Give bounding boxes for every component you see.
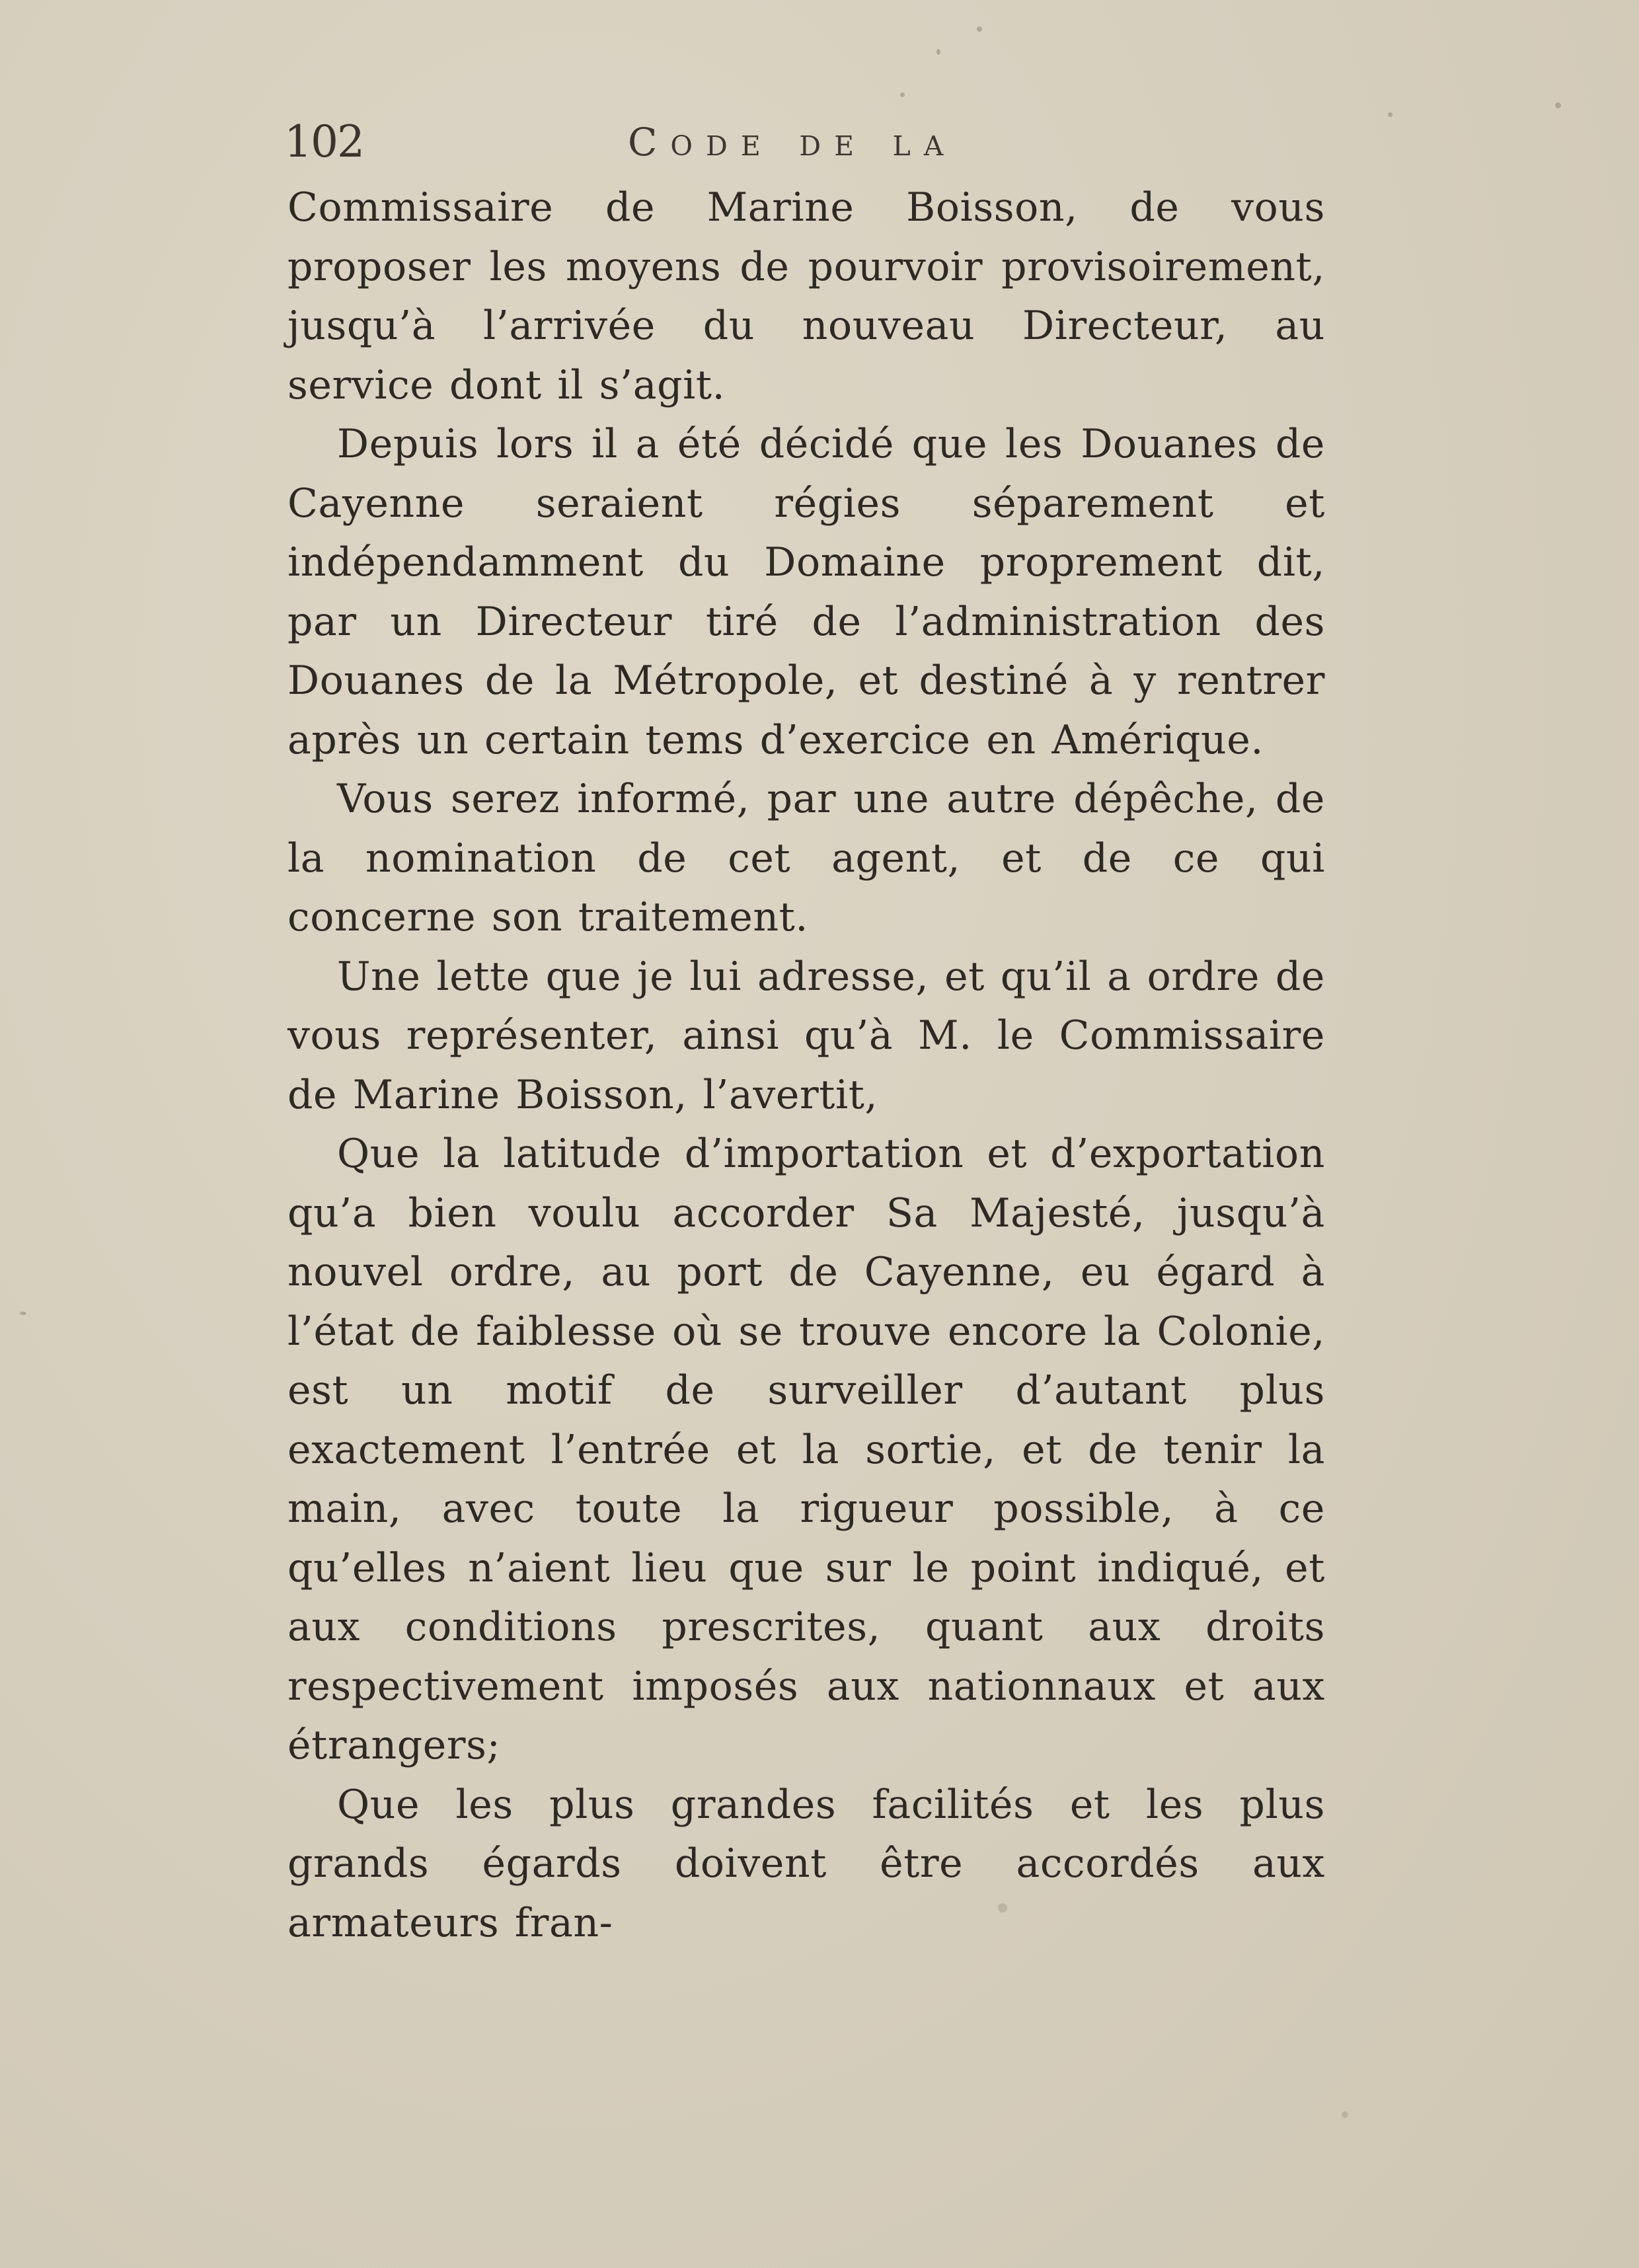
paper-speck — [936, 49, 940, 55]
paper-speck — [1342, 2111, 1348, 2118]
paragraph: Commissaire de Marine Boisson, de vous proposer les moyens de pourvoir provisoirement, jusqu’à l’arrivée du nouveau Directeur, au service dont il s’agit. — [287, 184, 1325, 408]
running-title: Code de la — [628, 120, 957, 165]
paper-speck — [1388, 112, 1392, 117]
paragraph: Une lette que je lui adresse, et qu’il a ordre de vous représenter, ainsi qu’à M. le Commissaire de Marine Boisson, l’avertit, — [287, 953, 1325, 1118]
paper-speck — [20, 1312, 26, 1315]
page-number: 102 — [284, 116, 363, 167]
paragraph: Que la latitude d’importation et d’exportation qu’a bien voulu accorder Sa Majesté, jusqu’à nouvel ordre, au port de Cayenne, eu égard à l’état de faiblesse où se trouve encore la Colonie, est un motif de surveiller d’autant plus exactement l’entrée et la sortie, et de tenir la main, avec toute la rigueur possible, à ce qu’elles n’aient lieu que sur le point indiqué, et aux conditions prescrites, quant aux droits respectivement imposés aux nationnaux et aux étrangers; — [287, 1131, 1325, 1768]
paper-speck — [1555, 102, 1561, 108]
paper-speck — [977, 26, 982, 32]
page-header — [284, 112, 1342, 172]
paragraph: Que les plus grandes facilités et les plus grands égards doivent être accordés aux armateurs fran- — [287, 1781, 1325, 1946]
paragraph: Vous serez informé, par une autre dépêche, de la nomination de cet agent, et de ce qui concerne son traitement. — [287, 776, 1325, 940]
body-text — [287, 178, 1325, 1953]
paragraph: Depuis lors il a été décidé que les Douanes de Cayenne seraient régies séparement et indépendamment du Domaine proprement dit, par un Directeur tiré de l’administration des Douanes de la Métropole, et destiné à y rentrer après un certain tems d’exercice en Amérique. — [287, 421, 1325, 763]
paper-speck — [900, 93, 905, 97]
